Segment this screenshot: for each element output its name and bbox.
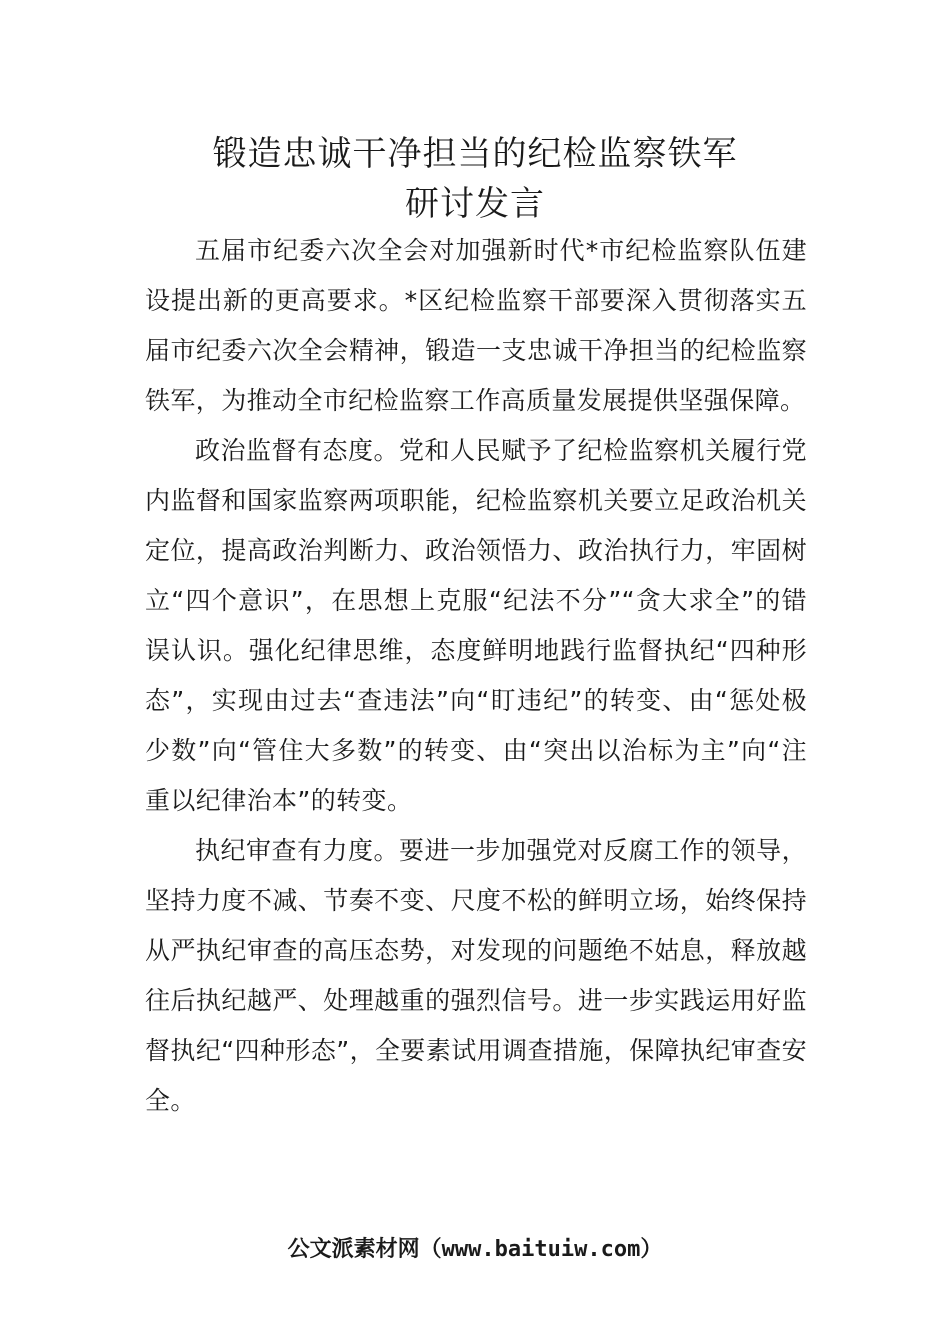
document-subtitle: 研讨发言 <box>405 184 545 224</box>
paragraph-discipline-review: 执纪审查有力度。要进一步加强党对反腐工作的领导，坚持力度不减、节奏不变、尺度不松的鲜明立场，始终保持从严执纪审查的高压态势，对发现的问题绝不姑息，释放越往后执纪越严、处理越重的强烈信号。进一步实践运用好监督执纪“四种形态”，全要素试用调查措施，保障执纪审查安全。 <box>145 836 807 1115</box>
document-body <box>145 226 807 1126</box>
document-title: 锻造忠诚干净担当的纪检监察铁军 <box>212 134 738 174</box>
paragraph-intro: 五届市纪委六次全会对加强新时代*市纪检监察队伍建设提出新的更高要求。*区纪检监察干部要深入贯彻落实五届市纪委六次全会精神，锻造一支忠诚干净担当的纪检监察铁军，为推动全市纪检监察工作高质量发展提供坚强保障。 <box>145 236 807 415</box>
paragraph-political-supervision: 政治监督有态度。党和人民赋予了纪检监察机关履行党内监督和国家监察两项职能，纪检监察机关要立足政治机关定位，提高政治判断力、政治领悟力、政治执行力，牢固树立“四个意识”，在思想上克服“纪法不分”“贪大求全”的错误认识。强化纪律思维，态度鲜明地践行监督执纪“四种形态”，实现由过去“查违法”向“盯违纪”的转变、由“惩处极少数”向“管住大多数”的转变、由“突出以治标为主”向“注重以纪律治本”的转变。 <box>145 436 807 815</box>
source-footer: 公文派素材网（www.baituiw.com） <box>287 1237 663 1262</box>
